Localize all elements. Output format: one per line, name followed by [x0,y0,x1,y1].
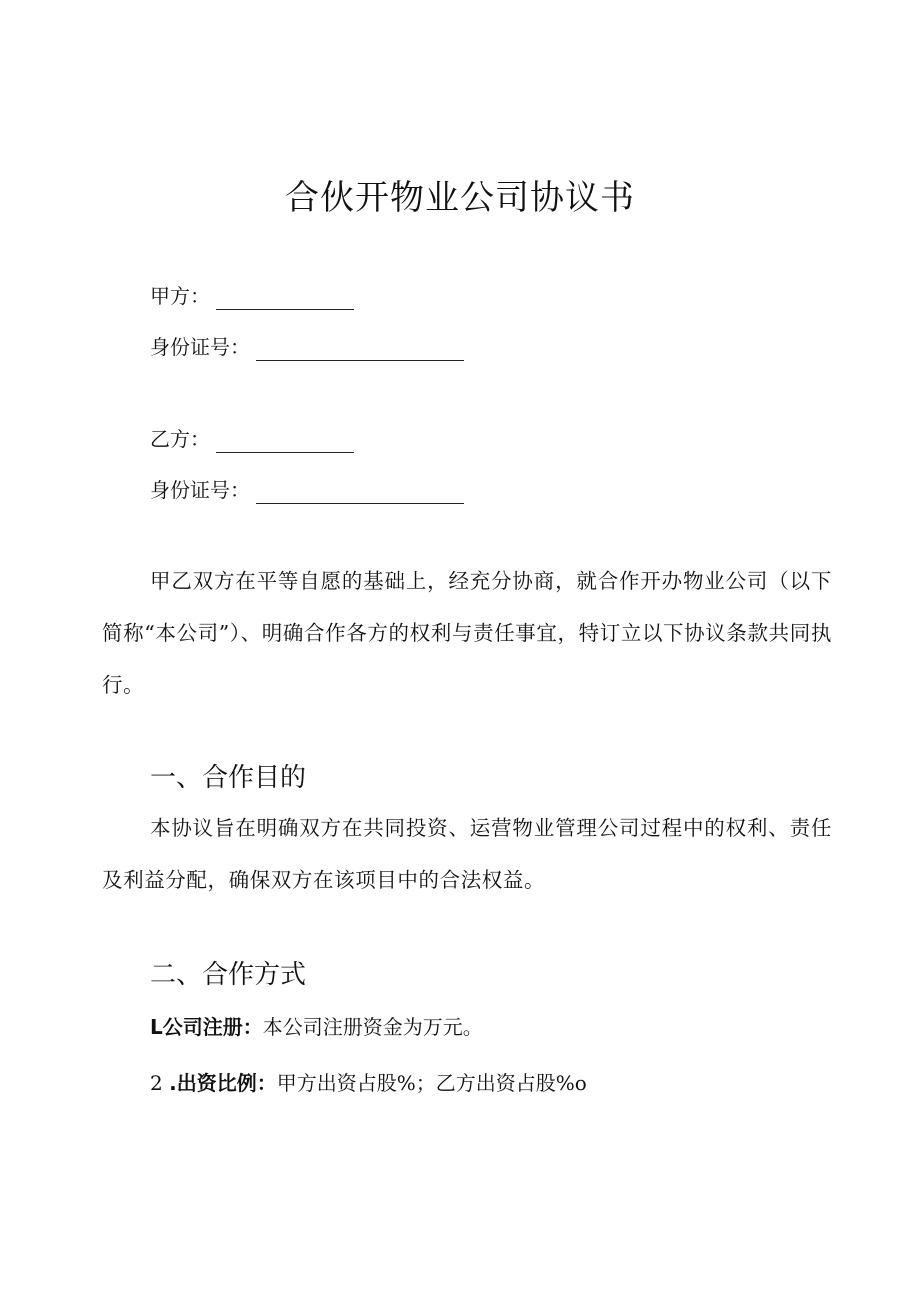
clause-2-number: 2 [150,1071,163,1095]
party-b-name-field [150,425,354,453]
clause-1-text: 本公司注册资金为万元。 [262,1015,483,1039]
party-b-name-blank [216,430,354,453]
party-b-id-label: 身份证号： [150,478,250,502]
section-1-heading: 一、合作目的 [150,763,307,793]
party-b-name-label: 乙方： [150,427,210,451]
section-1-body: 本协议旨在明确双方在共同投资、运营物业管理公司过程中的权利、责任及利益分配，确保双方在该项目中的合法权益。 [102,816,832,892]
clause-company-registration [150,1012,483,1042]
party-a-id-label: 身份证号： [150,335,250,359]
document-title: 合伙开物业公司协议书 [285,178,635,218]
clause-2-label: .出资比例： [169,1071,277,1095]
clause-capital-ratio [150,1068,587,1098]
party-b-id-blank [256,481,464,504]
party-b-id-field [150,476,464,504]
preamble-paragraph: 甲乙双方在平等自愿的基础上，经充分协商，就合作开办物业公司（以下简称“本公司”）、明确合作各方的权利与责任事宜，特订立以下协议条款共同执行。 [102,569,832,697]
party-a-name-blank [216,287,354,310]
clause-2-text: 甲方出资占股%；乙方出资占股%o [276,1071,587,1095]
party-a-name-label: 甲方： [150,284,210,308]
party-a-id-blank [256,338,464,361]
clause-1-label: L公司注册： [150,1015,263,1039]
party-a-id-field [150,333,464,361]
party-a-name-field [150,282,354,310]
section-2-heading: 二、合作方式 [150,960,307,990]
